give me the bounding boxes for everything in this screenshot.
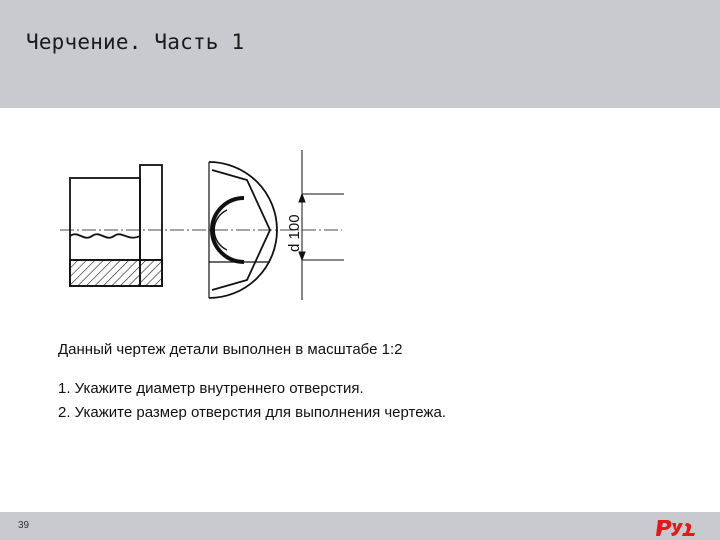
page-number: 39 [18,520,30,531]
question-2: 2. Укажите размер отверстия для выполнения чертежа. [58,404,446,421]
scale-statement: Данный чертеж детали выполнен в масштабе 1:2 [58,341,403,358]
dimension-d100 [299,150,344,300]
footer-bar [0,512,720,540]
front-view [70,165,162,286]
technical-drawing [52,150,352,305]
rzd-logo-icon [655,514,697,538]
dimension-label: d 100 [286,214,303,252]
slide-title: Черчение. Часть 1 [26,30,245,54]
question-1: 1. Укажите диаметр внутреннего отверстия. [58,380,364,397]
header-bar [0,0,720,108]
